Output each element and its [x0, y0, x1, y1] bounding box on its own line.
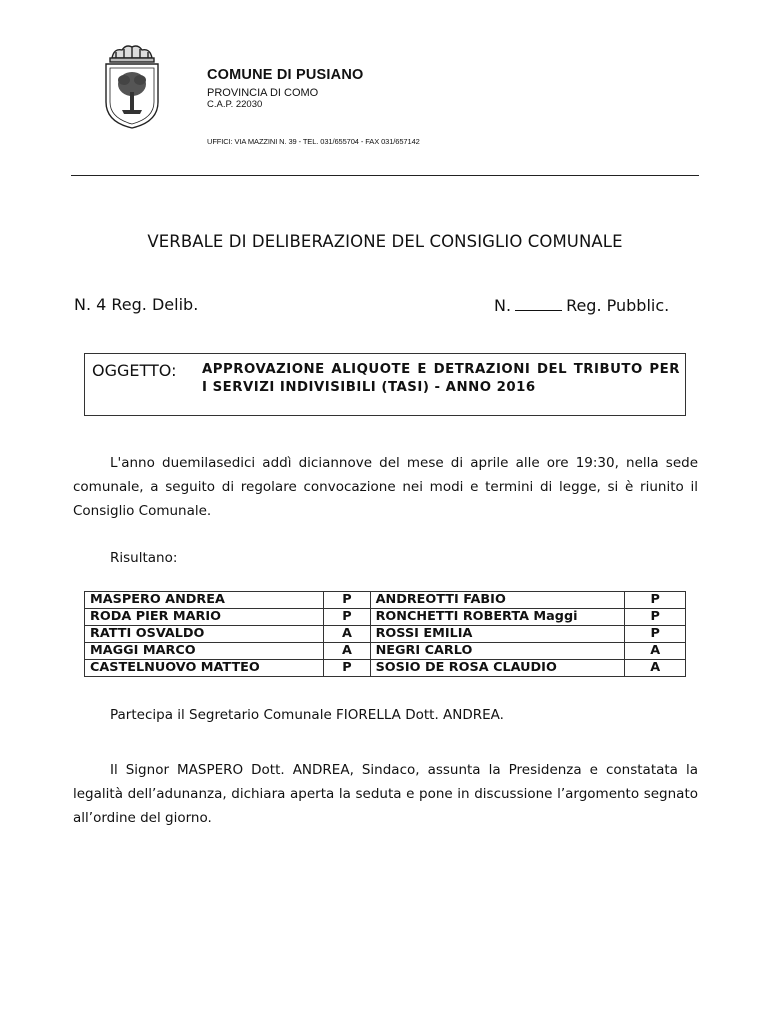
member-status: P [324, 609, 370, 626]
member-name: ROSSI EMILIA [370, 626, 625, 643]
header-divider [71, 175, 699, 176]
member-status: A [324, 643, 370, 660]
partecipa-paragraph: Partecipa il Segretario Comunale FIORELLA Dott. ANDREA. [110, 707, 504, 723]
member-name: NEGRI CARLO [370, 643, 625, 660]
member-status: P [324, 592, 370, 609]
table-row [85, 626, 686, 643]
provincia: PROVINCIA DI COMO [207, 87, 319, 99]
oggetto-box [84, 353, 686, 416]
member-name: MAGGI MARCO [85, 643, 324, 660]
reg-pubblic-suffix: Reg. Pubblic. [566, 296, 670, 315]
member-status: P [625, 626, 686, 643]
member-status: A [324, 626, 370, 643]
attendance-table [84, 591, 686, 677]
member-name: RODA PIER MARIO [85, 609, 324, 626]
member-name: RONCHETTI ROBERTA Maggi [370, 609, 625, 626]
coat-of-arms-icon [96, 44, 168, 130]
cap: C.A.P. 22030 [207, 99, 263, 110]
table-row [85, 660, 686, 677]
member-status: A [625, 643, 686, 660]
table-row [85, 643, 686, 660]
member-name: ANDREOTTI FABIO [370, 592, 625, 609]
table-row [85, 592, 686, 609]
member-name: SOSIO DE ROSA CLAUDIO [370, 660, 625, 677]
oggetto-label: OGGETTO: [92, 361, 177, 380]
comune-name: COMUNE DI PUSIANO [207, 67, 364, 83]
member-name: MASPERO ANDREA [85, 592, 324, 609]
risultano-label: Risultano: [110, 550, 178, 566]
member-name: CASTELNUOVO MATTEO [85, 660, 324, 677]
intro-paragraph: L'anno duemilasedici addì diciannove del mese di aprile alle ore 19:30, nella sede comunale, a seguito di regolare convocazione nei modi e termini di legge, si è riunito il Consiglio Comunale. [73, 455, 698, 519]
reg-pubblic-blank [515, 295, 562, 311]
oggetto-text: APPROVAZIONE ALIQUOTE E DETRAZIONI DEL TRIBUTO PER I SERVIZI INDIVISIBILI (TASI) - ANNO 2016 [202, 362, 680, 395]
presidenza-paragraph: Il Signor MASPERO Dott. ANDREA, Sindaco, assunta la Presidenza e constatata la legalità dell’adunanza, dichiara aperta la seduta e pone in discussione l’argomento segnato all’ordine del giorno. [73, 762, 698, 826]
member-status: P [324, 660, 370, 677]
reg-pubblic [494, 295, 669, 315]
member-status: A [625, 660, 686, 677]
table-row [85, 609, 686, 626]
member-status: P [625, 609, 686, 626]
reg-delib: N. 4 Reg. Delib. [74, 295, 199, 314]
document-title: VERBALE DI DELIBERAZIONE DEL CONSIGLIO COMUNALE [147, 232, 623, 251]
uffici-contacts: UFFICI: VIA MAZZINI N. 39 - TEL. 031/655704 - FAX 031/657142 [207, 137, 420, 146]
member-name: RATTI OSVALDO [85, 626, 324, 643]
member-status: P [625, 592, 686, 609]
reg-pubblic-prefix: N. [494, 296, 512, 315]
